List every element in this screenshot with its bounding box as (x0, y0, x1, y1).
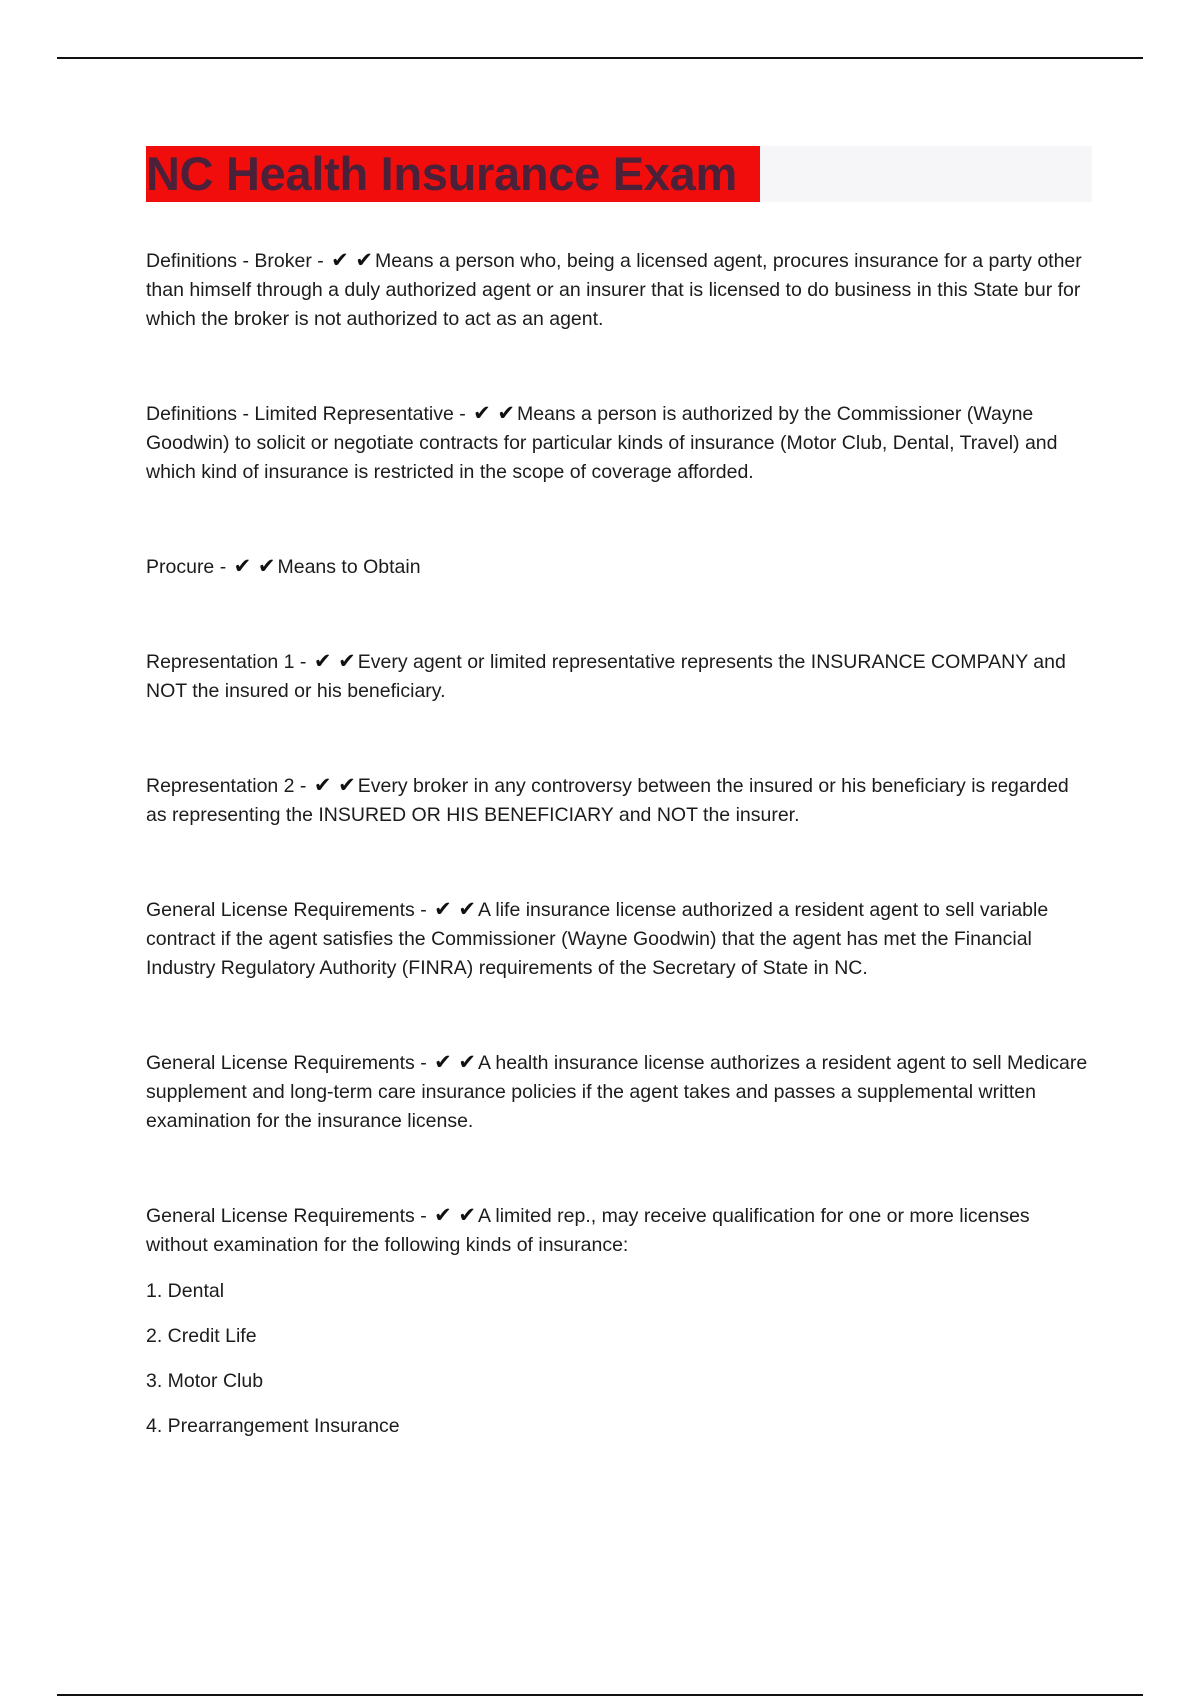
document-body (146, 246, 1092, 1457)
entry-term: Procure - (146, 556, 232, 578)
entry-term: Definitions - Limited Representative - (146, 403, 472, 425)
entry-answer: Means a person is authorized by the Commissioner (Wayne Goodwin) to solicit or negotiate contracts for particular kinds of insurance (Motor Club, Dental, Travel) and which kind of insurance is restricted in the scope of coverage afforded. (146, 403, 1058, 483)
double-check-icon: ✔ ✔ (233, 554, 276, 578)
entry-license-life (146, 895, 1092, 983)
double-check-icon: ✔ ✔ (313, 773, 356, 797)
double-check-icon: ✔ ✔ (434, 1203, 477, 1227)
entry-term: General License Requirements - (146, 1205, 433, 1227)
entry-term: General License Requirements - (146, 899, 433, 921)
list-item: 2. Credit Life (146, 1325, 257, 1347)
entry-term: Definitions - Broker - (146, 250, 330, 272)
double-check-icon: ✔ ✔ (331, 248, 374, 272)
entry-term: General License Requirements - (146, 1052, 433, 1074)
list-item: 3. Motor Club (146, 1370, 264, 1392)
entry-representation-1 (146, 647, 1092, 706)
entry-answer: Every agent or limited representative represents the INSURANCE COMPANY and NOT the insured or his beneficiary. (146, 651, 1066, 702)
title-highlight (146, 146, 760, 202)
bottom-divider (57, 1694, 1143, 1696)
entry-answer: Means to Obtain (277, 556, 421, 578)
entry-license-limited-rep (146, 1201, 1092, 1260)
entry-answer: A health insurance license authorizes a resident agent to sell Medicare supplement and long-term care insurance policies if the agent takes and passes a supplemental written examination for the insurance license. (146, 1052, 1088, 1132)
entry-procure (146, 552, 1092, 582)
insurance-kinds-list (146, 1277, 1092, 1441)
entry-answer: Means a person who, being a licensed agent, procures insurance for a party other than himself through a duly authorized agent or an insurer that is licensed to do business in this State bur for which the broker is not authorized to act as an agent. (146, 250, 1082, 330)
entry-term: Representation 2 - (146, 775, 312, 797)
entry-term: Representation 1 - (146, 651, 312, 673)
entry-answer: Every broker in any controversy between the insured or his beneficiary is regarded as representing the INSURED OR HIS BENEFICIARY and NOT the insurer. (146, 775, 1069, 826)
double-check-icon: ✔ ✔ (313, 649, 356, 673)
double-check-icon: ✔ ✔ (434, 1050, 477, 1074)
entry-answer: A life insurance license authorized a resident agent to sell variable contract if the agent satisfies the Commissioner (Wayne Goodwin) that the agent has met the Financial Industry Regulatory Authority (FINRA) requirements of the Secretary of State in NC. (146, 899, 1049, 979)
entry-representation-2 (146, 771, 1092, 830)
top-divider (57, 57, 1143, 59)
page-title: NC Health Insurance Exam (146, 147, 737, 200)
entry-limited-representative (146, 399, 1092, 487)
title-band (146, 146, 1092, 202)
entry-answer: A limited rep., may receive qualification for one or more licenses without examination for the following kinds of insurance: (146, 1205, 1030, 1256)
entry-broker (146, 246, 1092, 334)
entry-license-health (146, 1048, 1092, 1136)
list-item: 1. Dental (146, 1280, 225, 1302)
list-item: 4. Prearrangement Insurance (146, 1415, 400, 1437)
double-check-icon: ✔ ✔ (434, 897, 477, 921)
double-check-icon: ✔ ✔ (473, 401, 516, 425)
